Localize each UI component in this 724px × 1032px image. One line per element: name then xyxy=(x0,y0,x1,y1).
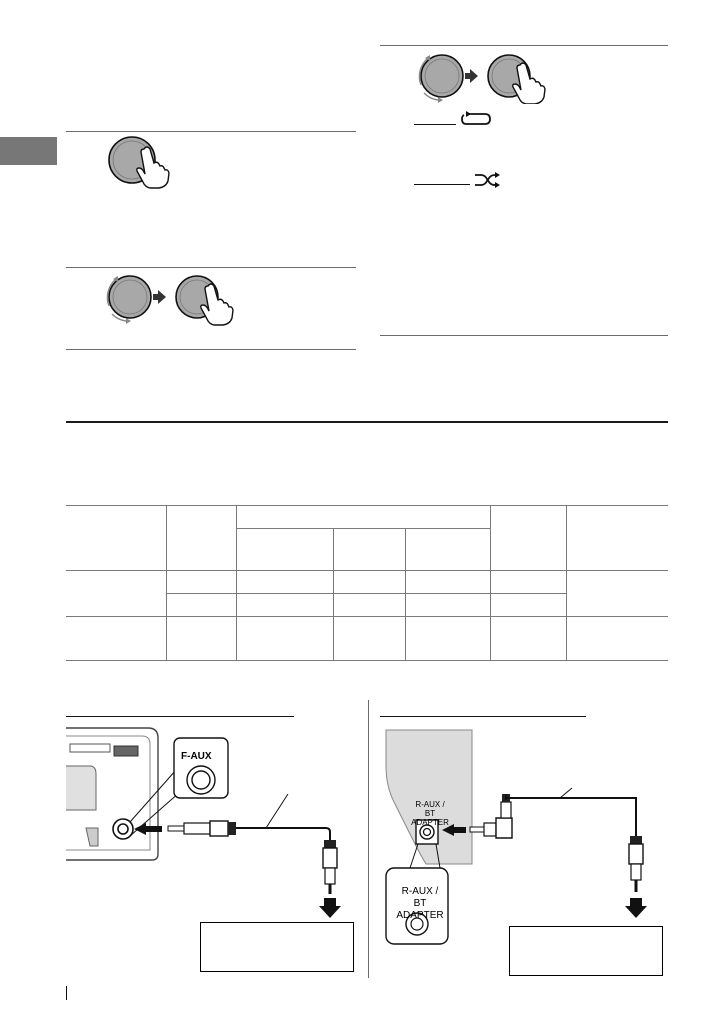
divider xyxy=(66,349,356,350)
repeat-icon xyxy=(460,111,492,127)
external-device-box xyxy=(509,926,663,976)
page-footer-marker xyxy=(66,986,67,1000)
divider xyxy=(66,267,356,268)
control-dial-turn-press-icon xyxy=(412,48,552,104)
menu-item-underline xyxy=(414,184,470,185)
divider xyxy=(66,131,356,132)
rear-aux-callout-line2: BT ADAPTER xyxy=(396,898,444,921)
control-dial-press-icon xyxy=(104,135,174,191)
shuffle-icon xyxy=(474,172,500,188)
rear-aux-callout-label xyxy=(389,886,451,922)
section-divider xyxy=(66,421,668,423)
rear-aux-callout-line1: R-AUX / xyxy=(401,886,439,897)
divider xyxy=(380,45,668,46)
rear-aux-panel-label xyxy=(409,800,451,827)
diagram-heading-rule xyxy=(380,716,586,717)
front-aux-label: F-AUX xyxy=(181,751,212,762)
diagram-heading-rule xyxy=(66,716,294,717)
divider xyxy=(380,335,668,336)
rear-aux-label-line2: BT ADAPTER xyxy=(411,809,449,827)
rear-aux-label-line1: R-AUX / xyxy=(415,800,445,809)
menu-item-underline xyxy=(414,124,456,125)
control-dial-turn-press-icon xyxy=(100,270,240,326)
column-divider xyxy=(368,700,369,978)
specification-table xyxy=(66,505,668,662)
language-tab xyxy=(0,137,57,165)
external-device-box xyxy=(200,922,354,972)
